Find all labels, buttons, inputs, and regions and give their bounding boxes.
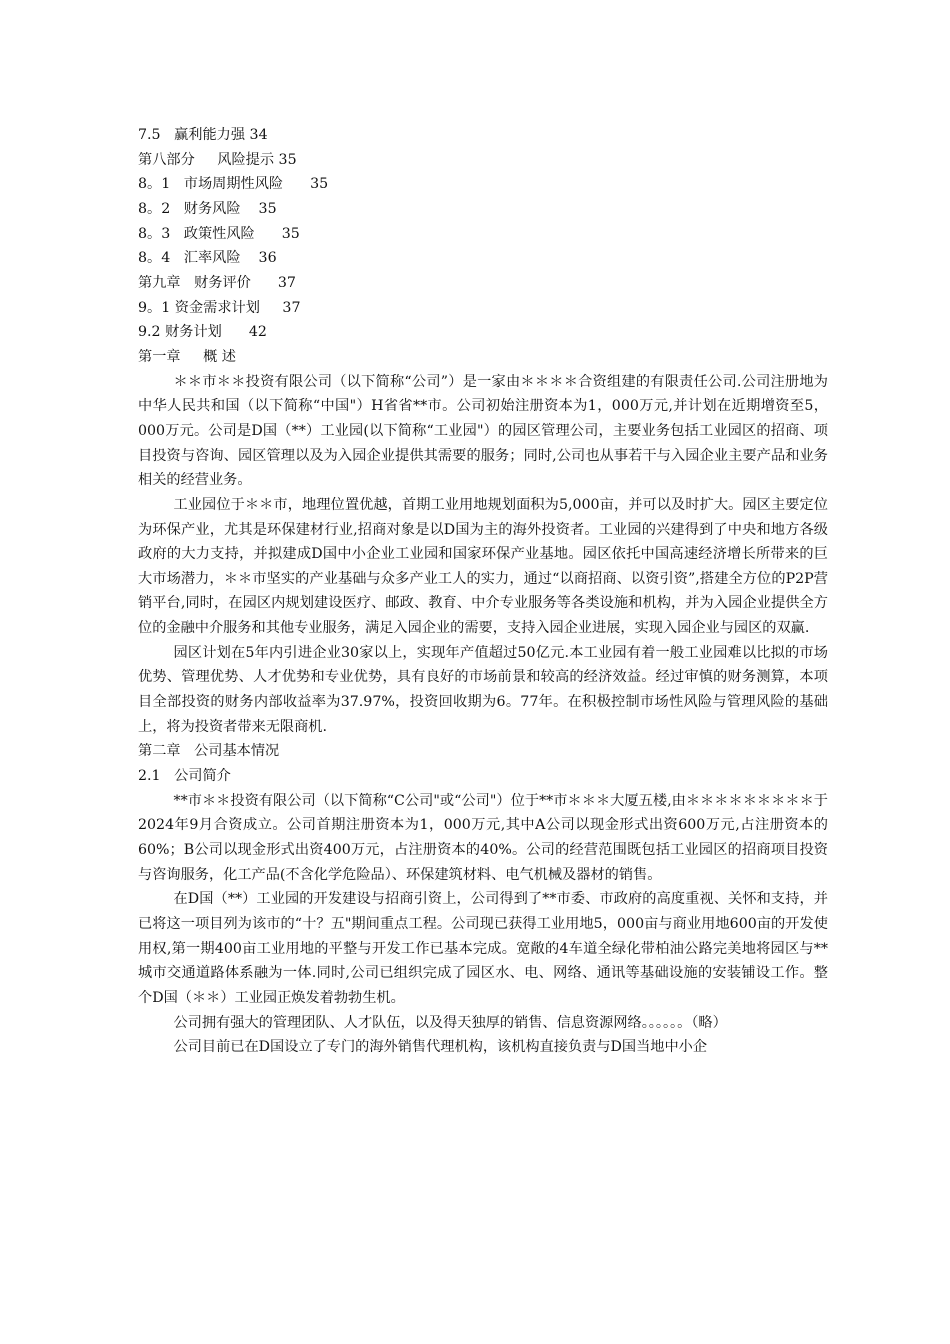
toc-entry: 8。4 汇率风险 36 bbox=[138, 250, 277, 267]
chapter-1-paragraph: 工业园位于＊＊市，地理位置优越，首期工业用地规划面积为5,000亩，并可以及时扩大。园区主要定位为环保产业，尤其是环保建材行业,招商对象是以D国为主的海外投资者。工业园的兴建得到了中央和地方各级政府的大力支持，并拟建成D国中小企业工业园和国家环保产业基地。园区依托中国高速经济增长所带来的巨大市场潜力，＊＊市坚实的产业基础与众多产业工人的实力，通过“以商招商、以资引资”,搭建全方位的P2P营销平台,同时，在园区内规划建设医疗、邮政、教育、中介专业服务等各类设施和机构，并为入园企业提供全方位的金融中介服务和其他专业服务，满足入园企业的需要，支持入园企业进展，实现入园企业与园区的双赢. bbox=[138, 496, 828, 637]
toc-entry: 9.2 财务计划 42 bbox=[138, 324, 267, 341]
chapter-2-heading: 第二章 公司基本情况 bbox=[138, 743, 280, 760]
toc-entry: 第八部分 风险提示 35 bbox=[138, 151, 297, 168]
chapter-2-paragraph: 在D国（**）工业园的开发建设与招商引资上，公司得到了**市委、市政府的高度重视、关怀和支持，并已将这一项目列为该市的“十？五"期间重点工程。公司现已获得工业用地5，000亩与商业用地600亩的开发使用权,第一期400亩工业用地的平整与开发工作已基本完成。宽敞的4车道全绿化带柏油公路完美地将园区与**城市交通道路体系融为一体.同时,公司已组织完成了园区水、电、网络、通讯等基础设施的安装铺设工作。整个D国（＊＊）工业园正焕发着勃勃生机。 bbox=[138, 891, 828, 1006]
chapter-1-paragraph: ＊＊市＊＊投资有限公司（以下简称“公司”）是一家由＊＊＊＊合资组建的有限责任公司.公司注册地为中华人民共和国（以下简称“中国"）H省省**市。公司初始注册资本为1，000万元,并计划在近期增资至5，000万元。公司是D国（**）工业园(以下简称“工业园"）的园区管理公司，主要业务包括工业园区的招商、项目投资与咨询、园区管理以及为入园企业提供其需要的服务；同时,公司也从事若干与入园企业主要产品和业务相关的经营业务。 bbox=[138, 373, 828, 489]
toc-entry: 9。1 资金需求计划 37 bbox=[138, 299, 301, 316]
chapter-2-paragraph: **市＊＊投资有限公司（以下简称“C公司"或“公司"）位于**市＊＊＊大厦五楼,由＊＊＊＊＊＊＊＊＊于2024年9月合资成立。公司首期注册资本为1，000万元,其中A公司以现金形式出资600万元,占注册资本的60%；B公司以现金形式出资400万元，占注册资本的40%。公司的经营范围既包括工业园区的招商项目投资与咨询服务，化工产品(不含化学危险品）、环保建筑材料、电气机械及器材的销售。 bbox=[138, 792, 828, 883]
document-page bbox=[138, 123, 828, 1060]
toc-entry: 8。2 财务风险 35 bbox=[138, 200, 277, 217]
chapter-2-paragraph: 公司拥有强大的管理团队、人才队伍，以及得天独厚的销售、信息资源网络。。。。。。（略） bbox=[173, 1014, 727, 1031]
toc-entry: 第九章 财务评价 37 bbox=[138, 274, 296, 291]
table-of-contents bbox=[138, 123, 828, 345]
toc-entry: 8。3 政策性风险 35 bbox=[138, 225, 300, 242]
section-2-1-heading: 2.1 公司简介 bbox=[138, 768, 231, 785]
chapter-2-paragraph: 公司目前已在D国设立了专门的海外销售代理机构，该机构直接负责与D国当地中小企 bbox=[173, 1039, 708, 1056]
chapter-1-heading: 第一章 概 述 bbox=[138, 348, 236, 365]
chapter-1-paragraph: 园区计划在5年内引进企业30家以上，实现年产值超过50亿元.本工业园有着一般工业园难以比拟的市场优势、管理优势、人才优势和专业优势，具有良好的市场前景和较高的经济效益。经过审慎的财务测算，本项目全部投资的财务内部收益率为37.97%，投资回收期为6。77年。在积极控制市场性风险与管理风险的基础上，将为投资者带来无限商机. bbox=[138, 644, 828, 735]
toc-entry: 8。1 市场周期性风险 35 bbox=[138, 176, 329, 193]
toc-entry: 7.5 赢利能力强 34 bbox=[138, 127, 268, 143]
